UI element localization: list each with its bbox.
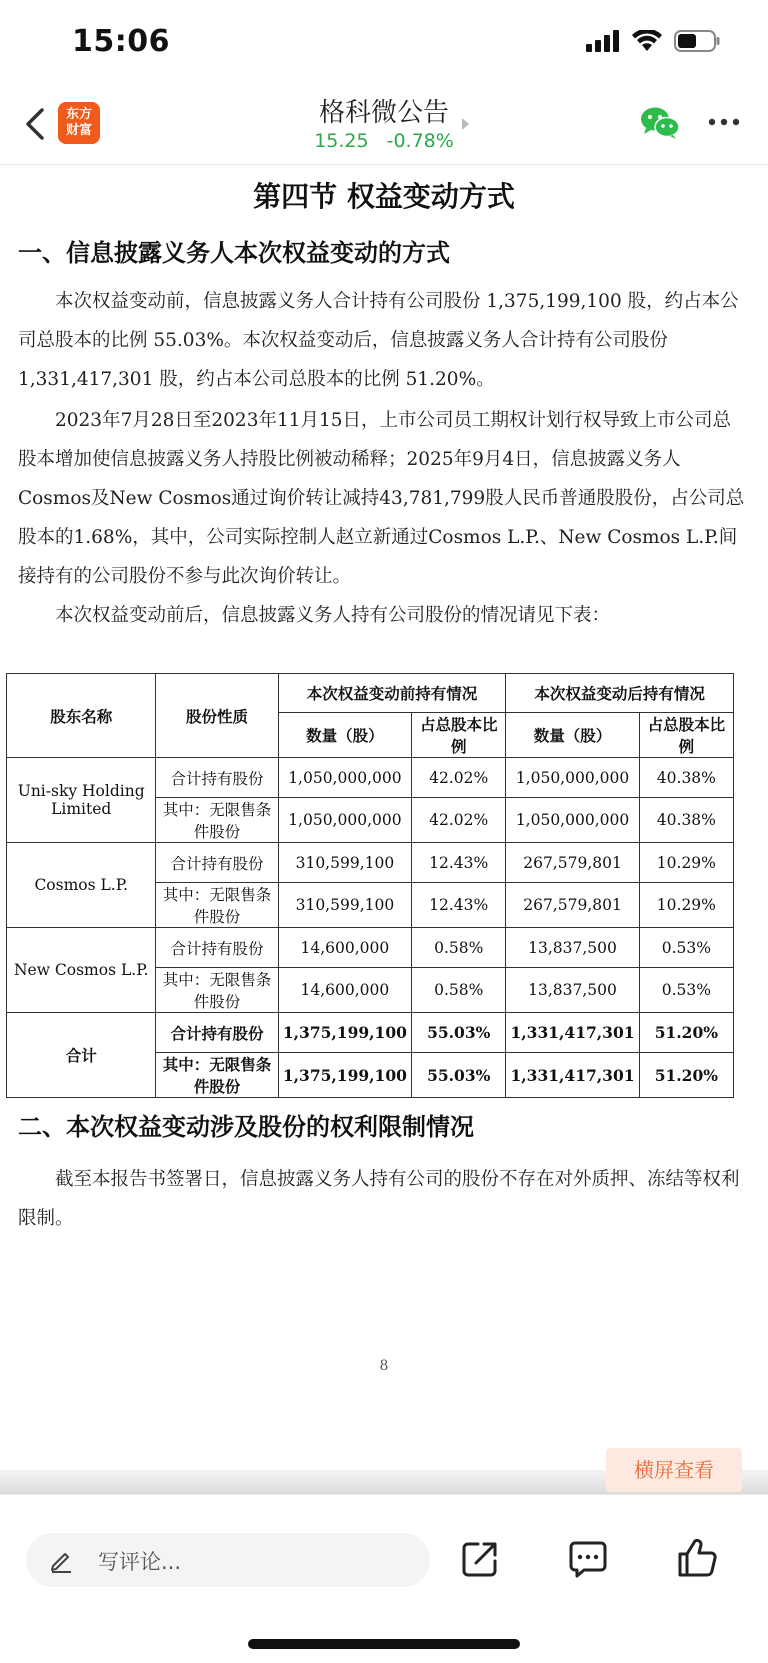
comment-input[interactable] — [26, 1533, 430, 1587]
ratio-before: 12.43% — [412, 883, 506, 928]
qty-before: 14,600,000 — [278, 968, 411, 1013]
ratio-before: 0.58% — [412, 968, 506, 1013]
quote-arrow-icon — [462, 118, 469, 130]
share-type: 其中：无限售条件股份 — [156, 1053, 278, 1098]
stock-change: -0.78% — [386, 130, 454, 152]
ratio-after: 10.29% — [639, 883, 733, 928]
shareholder-name-total: 合计 — [7, 1013, 156, 1098]
qty-before: 14,600,000 — [278, 928, 411, 968]
qty-after: 13,837,500 — [506, 928, 639, 968]
qty-before: 310,599,100 — [278, 883, 411, 928]
header-share-type: 股份性质 — [156, 674, 278, 758]
share-type: 其中：无限售条件股份 — [156, 798, 278, 843]
wifi-icon — [632, 30, 662, 52]
header-qty-after: 数量（股） — [506, 713, 639, 758]
ratio-before: 42.02% — [412, 758, 506, 798]
status-bar — [0, 0, 768, 88]
ratio-before: 42.02% — [412, 798, 506, 843]
bottom-bar — [0, 1494, 768, 1663]
ratio-after: 0.53% — [639, 928, 733, 968]
ratio-before: 12.43% — [412, 843, 506, 883]
ratio-after: 0.53% — [639, 968, 733, 1013]
share-type: 合计持有股份 — [156, 1013, 278, 1053]
ratio-after: 51.20% — [639, 1053, 733, 1098]
share-icon[interactable] — [460, 1539, 500, 1579]
status-icons — [586, 30, 720, 52]
thumbs-up-icon[interactable] — [676, 1537, 718, 1579]
qty-before: 1,050,000,000 — [278, 758, 411, 798]
table-row — [7, 843, 734, 883]
qty-after: 1,050,000,000 — [506, 798, 639, 843]
holdings-table — [6, 673, 734, 1098]
share-type: 其中：无限售条件股份 — [156, 883, 278, 928]
logo-text-top: 东方 — [65, 107, 92, 122]
qty-after: 13,837,500 — [506, 968, 639, 1013]
qty-after: 1,331,417,301 — [506, 1053, 639, 1098]
qty-after: 1,331,417,301 — [506, 1013, 639, 1053]
table-header-row — [7, 674, 734, 713]
qty-before: 1,375,199,100 — [278, 1013, 411, 1053]
qty-before: 1,050,000,000 — [278, 798, 411, 843]
header-before: 本次权益变动前持有情况 — [278, 674, 506, 713]
header-shareholder: 股东名称 — [7, 674, 156, 758]
home-indicator — [248, 1639, 520, 1649]
shareholder-name: Cosmos L.P. — [7, 843, 156, 928]
stock-price: 15.25 — [314, 130, 369, 152]
ratio-after: 10.29% — [639, 843, 733, 883]
shareholder-name: Uni-sky Holding Limited — [7, 758, 156, 843]
table-row — [7, 758, 734, 798]
header-after: 本次权益变动后持有情况 — [506, 674, 734, 713]
ratio-before: 55.03% — [412, 1053, 506, 1098]
qty-after: 1,050,000,000 — [506, 758, 639, 798]
section-title: 第四节 权益变动方式 — [253, 180, 515, 213]
ratio-after: 40.38% — [639, 798, 733, 843]
shareholder-name: New Cosmos L.P. — [7, 928, 156, 1013]
heading-2: 二、本次权益变动涉及股份的权利限制情况 — [18, 1112, 474, 1141]
paragraph-1: 本次权益变动前，信息披露义务人合计持有公司股份 1,375,199,100 股，约占本公司总股本的比例 55.03%。本次权益变动后，信息披露义务人合计持有公司股份 1,331,417,301 股，约占本公司总股本的比例 51.20%。 — [18, 291, 739, 390]
paragraph-4: 截至本报告书签署日，信息披露义务人持有公司的股份不存在对外质押、冻结等权利限制。 — [18, 1169, 740, 1229]
qty-after: 267,579,801 — [506, 843, 639, 883]
page-number: 8 — [379, 1358, 389, 1374]
table-row — [7, 928, 734, 968]
header-ratio-before: 占总股本比例 — [412, 713, 506, 758]
paragraph-2: 2023年7月28日至2023年11月15日，上市公司员工期权计划行权导致上市公司总股本增加使信息披露义务人持股比例被动稀释；2025年9月4日，信息披露义务人Cosmos及New Cosmos通过询价转让减持43,781,799股人民币普通股股份，占公司总股本的1.68%，其中，公司实际控制人赵立新通过Cosmos L.P.、New Cosmos L.P.间接持有的公司股份不参与此次询价转让。 — [18, 410, 745, 587]
message-icon[interactable] — [568, 1539, 608, 1579]
ratio-before: 55.03% — [412, 1013, 506, 1053]
share-type: 其中：无限售条件股份 — [156, 968, 278, 1013]
signal-icon — [586, 30, 620, 52]
share-type: 合计持有股份 — [156, 758, 278, 798]
share-type: 合计持有股份 — [156, 843, 278, 883]
paragraph-3: 本次权益变动前后，信息披露义务人持有公司股份的情况请见下表： — [55, 605, 611, 626]
page-title: 格科微公告 — [318, 98, 449, 128]
comment-placeholder: 写评论... — [98, 1550, 182, 1574]
ratio-after: 51.20% — [639, 1013, 733, 1053]
ratio-before: 0.58% — [412, 928, 506, 968]
wechat-icon[interactable] — [640, 106, 680, 140]
pencil-icon — [48, 1547, 74, 1573]
header-qty-before: 数量（股） — [278, 713, 411, 758]
qty-before: 310,599,100 — [278, 843, 411, 883]
nav-bar — [0, 88, 768, 165]
status-time: 15:06 — [72, 24, 170, 59]
table-row-total — [7, 1013, 734, 1053]
more-icon[interactable] — [706, 110, 742, 134]
heading-1: 一、信息披露义务人本次权益变动的方式 — [18, 238, 450, 267]
ratio-after: 40.38% — [639, 758, 733, 798]
logo-text-bottom: 财富 — [65, 123, 92, 138]
battery-icon — [674, 30, 720, 52]
header-ratio-after: 占总股本比例 — [639, 713, 733, 758]
qty-before: 1,375,199,100 — [278, 1053, 411, 1098]
share-type: 合计持有股份 — [156, 928, 278, 968]
qty-after: 267,579,801 — [506, 883, 639, 928]
landscape-view-button[interactable]: 横屏查看 — [606, 1448, 742, 1492]
